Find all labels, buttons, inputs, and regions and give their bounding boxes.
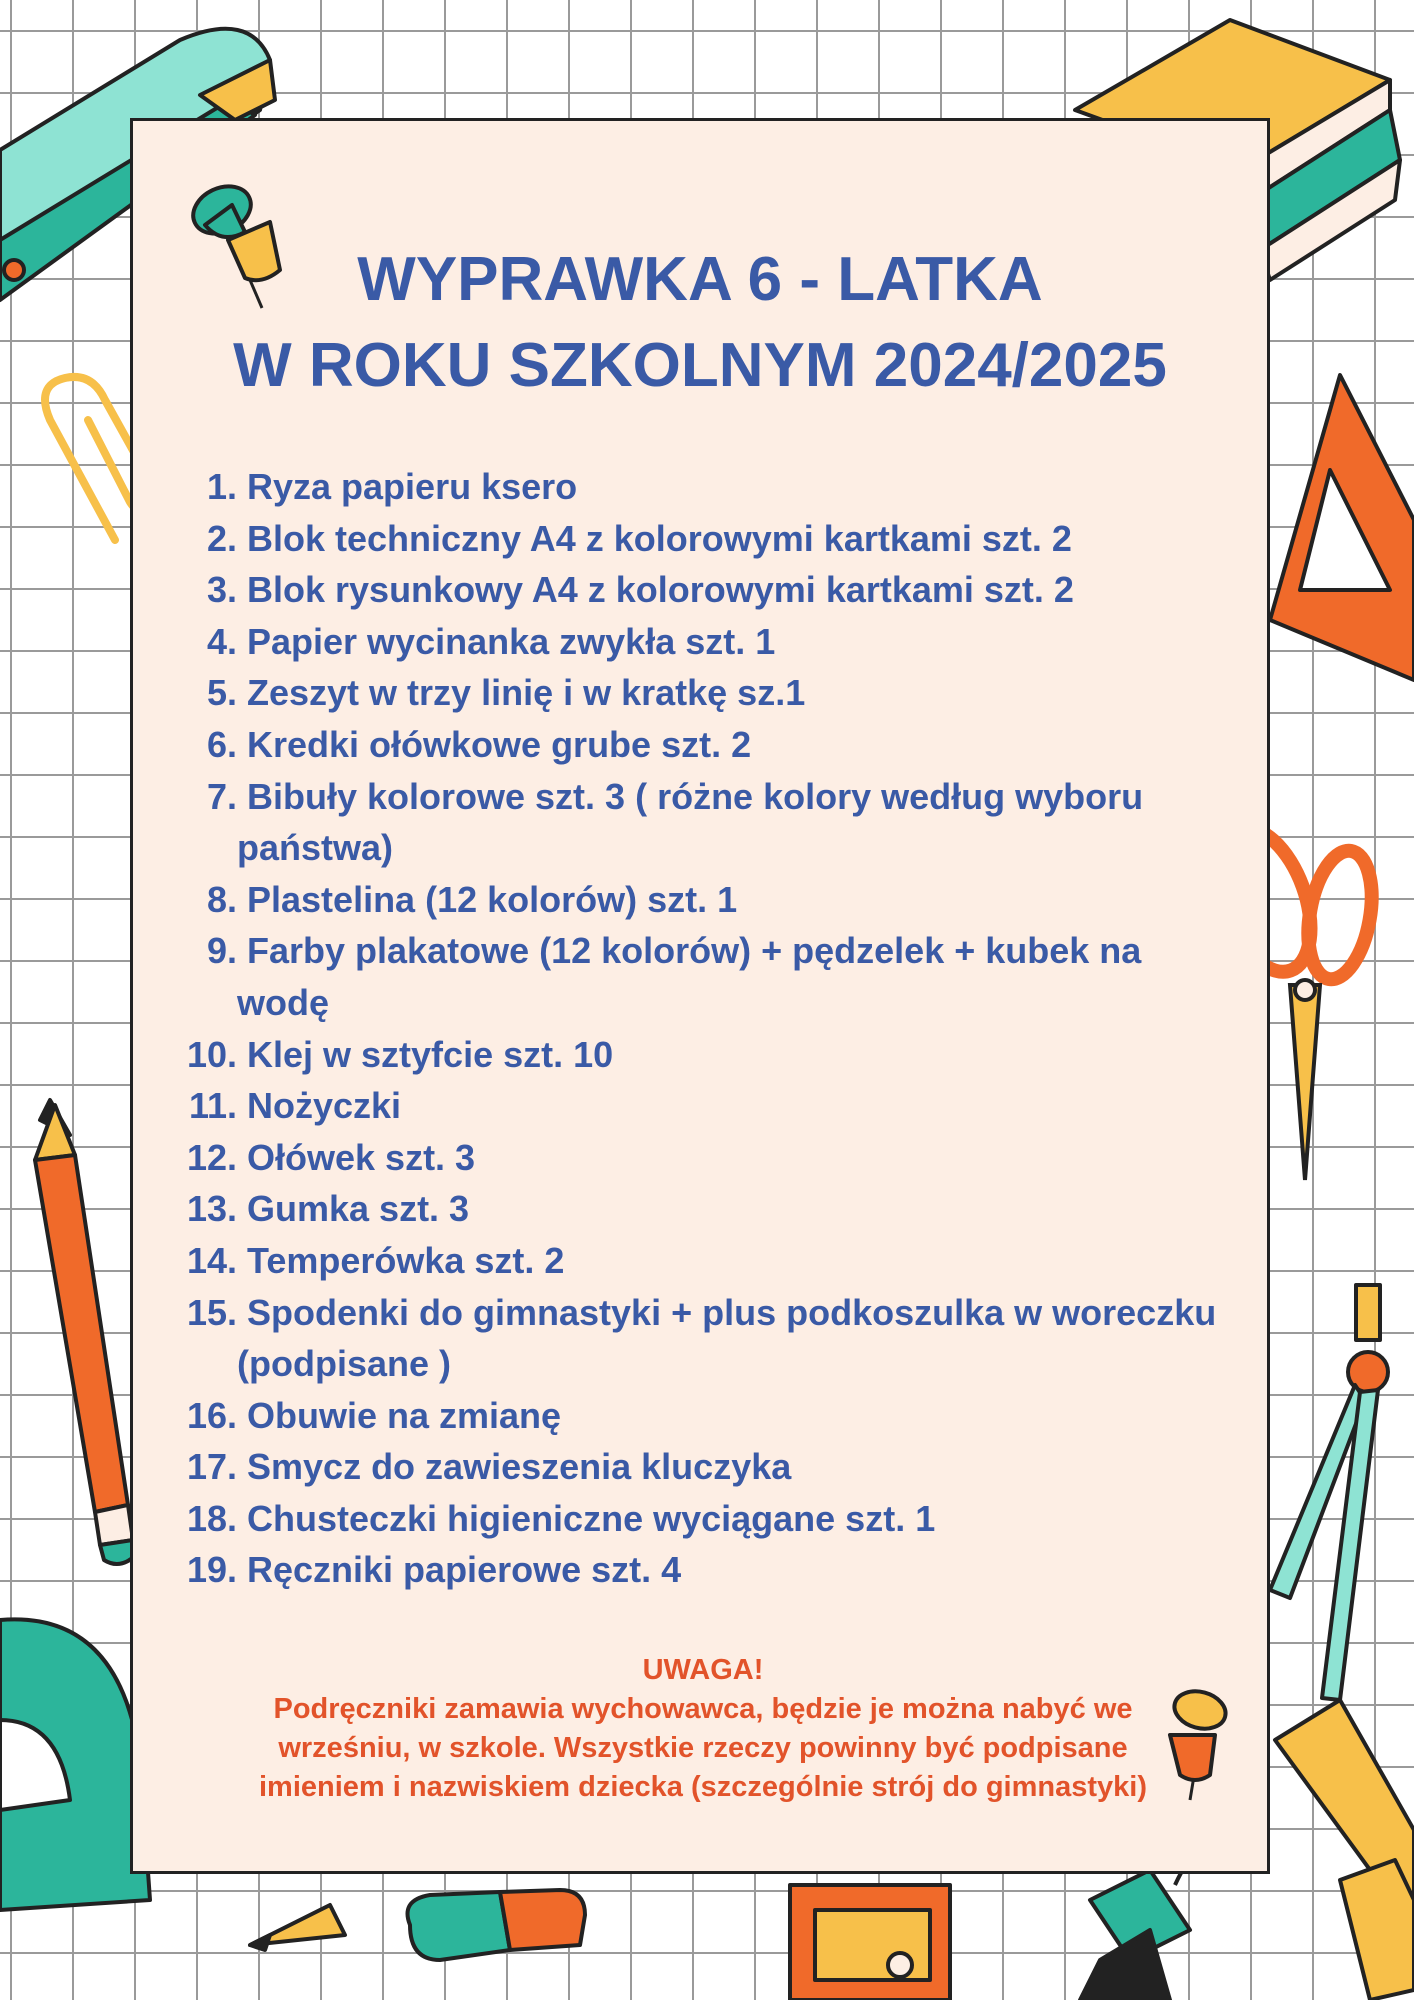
list-item [173, 513, 1253, 565]
ruler-icon [1275, 1700, 1414, 2000]
list-item [173, 1235, 1253, 1287]
list-item [173, 1029, 1253, 1081]
list-item [173, 1132, 1253, 1184]
list-item [173, 1183, 1253, 1235]
compass-icon [1270, 1285, 1388, 1700]
item-text: Klej w sztyfcie szt. 10 [247, 1033, 614, 1075]
notice-line-1: Podręczniki zamawia wychowawca, będzie je można nabyć we [273, 1693, 1133, 1725]
item-text: Blok techniczny A4 z kolorowymi kartkami szt. 2 [247, 517, 1072, 559]
item-text: Ołówek szt. 3 [247, 1136, 476, 1178]
item-text: Zeszyt w trzy linię i w kratkę sz.1 [247, 672, 806, 714]
item-number: 15. [186, 1291, 237, 1333]
item-text-continued: (podpisane ) [237, 1343, 451, 1385]
item-text: Gumka szt. 3 [247, 1188, 470, 1230]
protractor-icon [0, 1619, 150, 1910]
item-number: 17. [186, 1446, 237, 1488]
list-item [173, 1287, 1253, 1390]
item-text: Chusteczki higieniczne wyciągane szt. 1 [247, 1497, 936, 1539]
notice-line-3: imieniem i nazwiskiem dziecka (szczególnie strój do gimnastyki) [259, 1771, 1147, 1803]
triangle-ruler-icon [1270, 375, 1414, 680]
item-number: 14. [186, 1239, 237, 1281]
list-item [173, 1441, 1253, 1493]
item-text: Smycz do zawieszenia kluczyka [247, 1446, 792, 1488]
list-item [173, 667, 1253, 719]
item-number: 1. [206, 466, 237, 507]
supply-list [173, 461, 1253, 1596]
item-number: 3. [206, 569, 237, 611]
item-text: Temperówka szt. 2 [247, 1239, 565, 1281]
page-subtitle: W ROKU SZKOLNYM 2024/2025 [233, 331, 1167, 400]
item-text: Papier wycinanka zwykła szt. 1 [247, 620, 776, 662]
sharpener-icon [790, 1885, 950, 2000]
item-text: Obuwie na zmianę [247, 1394, 562, 1436]
list-item [173, 461, 1253, 513]
list-item [173, 1544, 1253, 1596]
list-item [173, 616, 1253, 668]
item-text: Plastelina (12 kolorów) szt. 1 [247, 878, 738, 920]
list-item [173, 925, 1253, 1028]
list-item [173, 564, 1253, 616]
item-text: Spodenki do gimnastyki + plus podkoszulka w woreczku (podpisane ) [237, 1287, 1253, 1390]
notice-line-2: wrześniu, w szkole. Wszystkie rzeczy powinny być podpisane [278, 1732, 1128, 1764]
item-number: 7. [206, 775, 237, 817]
item-number: 5. [206, 672, 237, 714]
item-text: Kredki ołówkowe grube szt. 2 [247, 723, 752, 765]
list-item [173, 719, 1253, 771]
item-number: 16. [186, 1394, 237, 1436]
item-text-continued: wodę [237, 981, 330, 1023]
list-item [173, 1390, 1253, 1442]
list-item [173, 1493, 1253, 1545]
supply-list-card [130, 118, 1270, 1874]
item-number: 11. [188, 1085, 237, 1127]
item-number: 2. [206, 517, 237, 559]
pencil-icon [35, 1100, 136, 1564]
eraser-icon [408, 1890, 586, 1960]
item-text: Ręczniki papierowe szt. 4 [247, 1549, 682, 1591]
item-number: 12. [186, 1136, 237, 1178]
item-text: Nożyczki [247, 1085, 402, 1127]
item-text: Farby plakatowe (12 kolorów) + pędzelek + kubek na wodę [237, 925, 1253, 1028]
item-number: 8. [206, 878, 237, 920]
pencil-bottom-icon [250, 1905, 345, 1950]
item-number: 4. [206, 620, 237, 662]
list-item [173, 874, 1253, 926]
item-number: 19. [186, 1549, 237, 1591]
notice-heading: UWAGA! [642, 1654, 764, 1686]
list-item [173, 771, 1253, 874]
item-text: Bibuły kolorowe szt. 3 ( różne kolory według wyboru państwa) [237, 771, 1253, 874]
item-number: 9. [206, 930, 237, 972]
list-item [173, 1080, 1253, 1132]
item-text: Blok rysunkowy A4 z kolorowymi kartkami szt. 2 [247, 569, 1074, 611]
item-number: 13. [186, 1188, 237, 1230]
item-number: 18. [186, 1497, 237, 1539]
item-number: 10. [186, 1033, 237, 1075]
item-number: 6. [206, 723, 237, 765]
page-title: WYPRAWKA 6 - LATKA [357, 245, 1043, 314]
item-text: Ryza papieru ksero [247, 466, 578, 507]
item-text-continued: państwa) [237, 827, 394, 869]
notice-block [173, 1651, 1233, 1807]
